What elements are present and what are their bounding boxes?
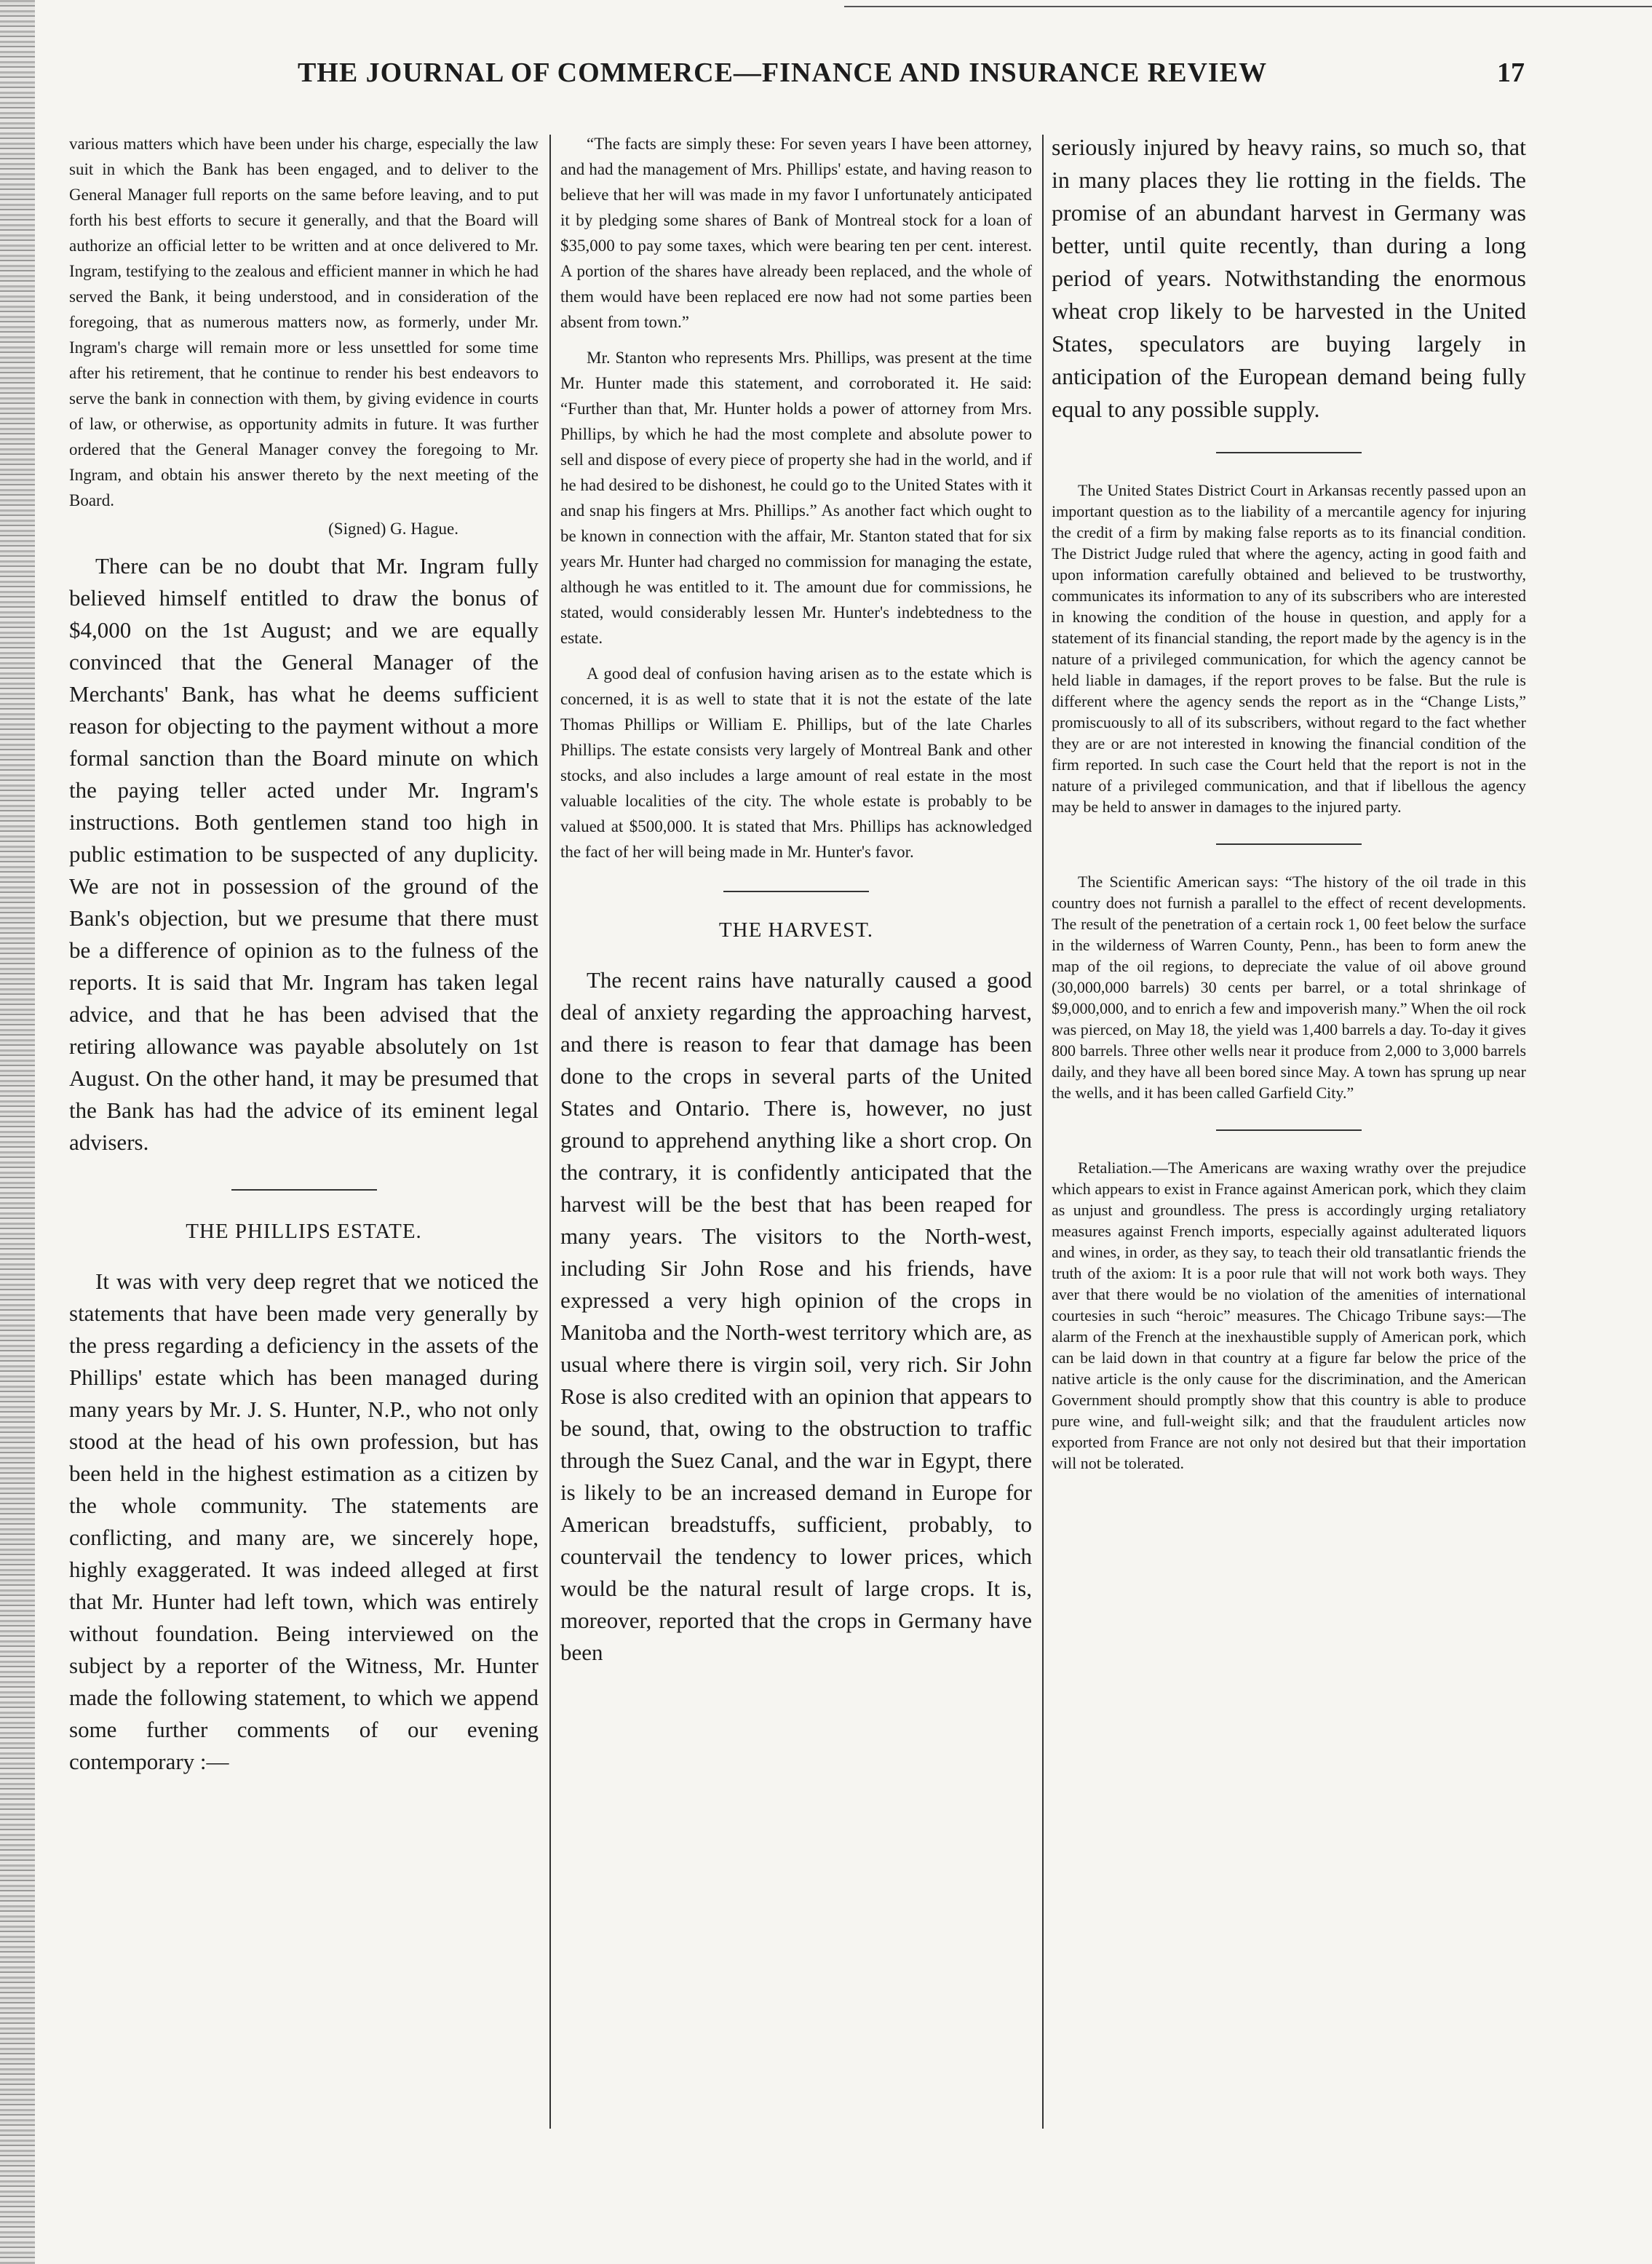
district-court-paragraph: The United States District Court in Arkansas recently passed upon an important question as to the liability of a mercantile agency for injuring the credit of a firm by making false reports as to its financial condition. The District Judge ruled that where the agency, acting in good faith and upon information carefully obtained and believed to be trustworthy, communicates its information to any of its subscribers who are interested in knowing the condition of the house in question, and apply for a statement of its financial standing, the report made by the agency is in the nature of a privileged communication, for which the agency cannot be held liable in damages, if the report proves to be false. But the rule is different where the agency sends the report as in the “Change Lists,” promiscuously to all of its subscribers, without regard to the fact whether they are or are not interested in knowing the financial condition of the firm reported. In such case the Court held that the report is not in the nature of a privileged communication, and that if libellous the agency may be held to answer in damages to the injured party. bbox=[1052, 481, 1526, 816]
column-2 bbox=[560, 131, 1032, 1679]
page-header bbox=[69, 57, 1525, 100]
harvest-continued: seriously injured by heavy rains, so much so, that in many places they lie rotting in the fields. The promise of an abundant harvest in Germany was better, until quite recently, than during a long period of years. Notwithstanding the enormous wheat crop likely to be harvested in the United States, speculators are buying largely in anticipation of the European demand being fully equal to any possible supply. bbox=[1052, 134, 1526, 422]
board-minute-continued: various matters which have been under his charge, especially the law suit in which the Bank has been engaged, and to deliver to the General Manager full reports on the same before leaving, and to put forth his best efforts to secure it generally, and that the Board will authorize an official letter to be written and at once delivered to Mr. Ingram, testifying to the zealous and efficient manner in which he had served the Bank, it being understood, and in consideration of the foregoing, that as numerous matters now, as formerly, under Mr. Ingram's charge will remain more or less unsettled for some time after his retirement, that he continue to render his best endeavors to serve the bank in connection with them, by giving evidence in courts of law, or otherwise, as opportunity admits in future. It was further ordered that the General Manager convey the foregoing to Mr. Ingram, and obtain his answer thereto by the next meeting of the Board. bbox=[69, 135, 539, 509]
column-divider-2 bbox=[1042, 135, 1044, 2129]
column-3 bbox=[1052, 131, 1526, 1484]
harvest-paragraph: The recent rains have naturally caused a good deal of anxiety regarding the approaching harvest, and there is reason to fear that damage has been done to the crops in several parts of the United States and Ontario. There is, however, no just ground to apprehend anything like a short crop. On the contrary, it is confidently anticipated that the harvest will be the best that has been reaped for many years. The visitors to the North-west, including Sir John Rose and his friends, have expressed a very high opinion of the crops in Manitoba and the North-west territory which are, as usual where there is virgin soil, very rich. Sir John Rose is also credited with an opinion that appears to be sound, that, owing to the obstruction to traffic through the Suez Canal, and the war in Egypt, there is likely to be an increased demand in Europe for American breadstuffs, sufficient, probably, to countervail the tendency to lower prices, which would be the natural result of large crops. It is, moreover, reported that the crops in Germany have been bbox=[560, 967, 1032, 1665]
heading-harvest: THE HARVEST. bbox=[718, 918, 874, 942]
column-1 bbox=[69, 131, 539, 1788]
heading-phillips-estate: THE PHILLIPS ESTATE. bbox=[186, 1220, 422, 1243]
estate-confusion-paragraph: A good deal of confusion having arisen as to the estate which is concerned, it is as well to state that it is not the estate of the late Thomas Phillips or William E. Phillips, but of the late Charles Phillips. The estate consists very largely of Montreal Bank and other stocks, and also includes a large amount of real estate in the most valuable localities of the city. The whole estate is probably to be valued at $500,000. It is stated that Mrs. Phillips has acknowledged the fact of her will being made in Mr. Hunter's favor. bbox=[560, 664, 1032, 861]
ingram-bonus-paragraph: There can be no doubt that Mr. Ingram fully believed himself entitled to draw the bonus of $4,000 on the 1st August; and we are equally convinced that the General Manager of the Merchants' Bank, has what he deems sufficient reason for objecting to the payment without a more formal sanction than the Board minute on which the paying teller acted under Mr. Ingram's instructions. Both gentlemen stand too high in public estimation to be suspected of any duplicity. We are not in possession of the ground of the Bank's objection, but we presume that there must be a difference of opinion as to the fulness of the reports. It is said that Mr. Ingram has taken legal advice, and that he has been advised that the retiring allowance was payable absolutely on 1st August. On the other hand, it may be presumed that the Bank has had the advice of its eminent legal advisers. bbox=[69, 553, 539, 1155]
scientific-american-paragraph: The Scientific American says: “The history of the oil trade in this country does not furnish a parallel to the effect of recent developments. The result of the penetration of a certain rock 1, 00 feet below the surface in the wilderness of Warren County, Penn., has been to form anew the map of the oil regions, to depreciate the value of oil above ground (30,000,000 barrels) 30 cents per barrel, or a total shrinkage of $9,000,000, and to enrich a few and impoverish many.” When the oil rock was pierced, on May 18, the yield was 1,400 barrels a day. To-day it gives 800 barrels. Three other wells near it produce from 2,000 to 3,000 barrels daily, and they have all been bored since May. A town has sprung up near the wells, and it has been called Garfield City.” bbox=[1052, 873, 1526, 1102]
top-rule bbox=[844, 6, 1652, 7]
section-rule bbox=[231, 1189, 377, 1191]
hunter-statement-quote: “The facts are simply these: For seven years I have been attorney, and had the management of Mrs. Phillips' estate, and having reason to believe that her will was made in my favor I unfortunately anticipated it by pledging some shares of Bank of Montreal stock for a loan of $35,000 to pay some taxes, which were bearing ten per cent. interest. A portion of the shares have already been replaced, and the whole of them would have been replaced ere now had not some parties been absent from town.” bbox=[560, 135, 1032, 331]
section-rule bbox=[1216, 452, 1362, 453]
column-divider-1 bbox=[549, 135, 551, 2129]
retaliation-paragraph: Retaliation.—The Americans are waxing wrathy over the prejudice which appears to exist in France against American pork, which they claim as unjust and groundless. The press is accordingly urging retaliatory measures against French imports, especially against adulterated liquors and wines, in order, as they say, to teach their old transatlantic friends the truth of the axiom: It is a poor rule that will not work both ways. They aver that there would be no violation of the amenities of international courtesies in such “heroic” measures. The Chicago Tribune says:—The alarm of the French at the inexhaustible supply of American pork, which can be laid down in that country at a figure far below the price of the native article is the only cause for the discrimination, and the American Government should promptly show that this country is able to produce pure wine, and full-weight silk; and that the fraudulent articles now exported from France are not only not desired but that their importation will not be tolerated. bbox=[1052, 1159, 1526, 1472]
section-rule bbox=[723, 891, 869, 892]
section-rule bbox=[1216, 1129, 1362, 1131]
signature-line: (Signed) G. Hague. bbox=[328, 520, 458, 538]
journal-title: THE JOURNAL OF COMMERCE—FINANCE AND INSURANCE REVIEW bbox=[297, 57, 1268, 88]
page-number: 17 bbox=[1497, 57, 1525, 88]
scan-edge bbox=[0, 0, 35, 2264]
section-rule bbox=[1216, 843, 1362, 845]
phillips-estate-paragraph: It was with very deep regret that we noticed the statements that have been made very generally by the press regarding a deficiency in the assets of the Phillips' estate which has been managed during many years by Mr. J. S. Hunter, N.P., who not only stood at the head of his own profession, but has been held in the highest estimation as a citizen by the whole community. The statements are conflicting, and many are, we sincerely hope, highly exaggerated. It was indeed alleged at first that Mr. Hunter had left town, which was entirely without foundation. Being interviewed on the subject by a reporter of the Witness, Mr. Hunter made the following statement, to which we append some further comments of our evening contemporary :— bbox=[69, 1268, 539, 1774]
stanton-paragraph: Mr. Stanton who represents Mrs. Phillips, was present at the time Mr. Hunter made this statement, and corroborated it. He said: “Further than that, Mr. Hunter holds a power of attorney from Mrs. Phillips, by which he had the most complete and absolute power to sell and dispose of every piece of property she had in the world, and if he had desired to be dishonest, he could go to the United States with it and snap his fingers at Mrs. Phillips.” As another fact which ought to be known in connection with the affair, Mr. Stanton stated that for six years Mr. Hunter had charged no commission for managing the estate, although he was entitled to it. The amount due for commissions, he stated, would considerably lessen Mr. Hunter's indebtedness to the estate. bbox=[560, 349, 1032, 647]
